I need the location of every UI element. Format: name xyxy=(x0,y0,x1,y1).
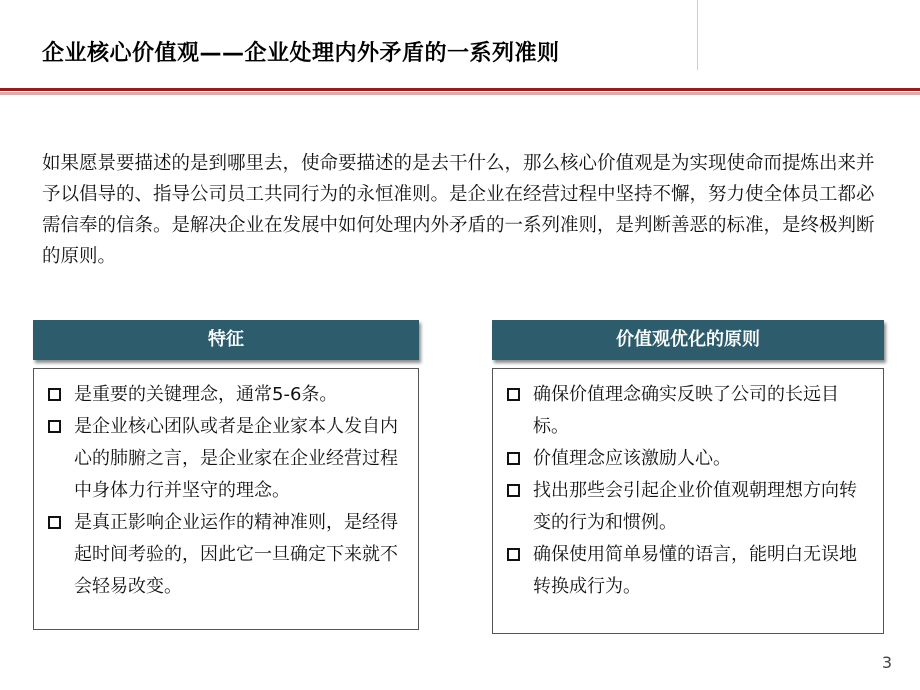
list-item: 是真正影响企业运作的精神准则，是经得起时间考验的，因此它一旦确定下来就不会轻易改变。 xyxy=(48,507,404,603)
square-bullet-icon xyxy=(48,420,61,433)
list-item: 是企业核心团队或者是企业家本人发自内心的肺腑之言，是企业家在企业经营过程中身体力行并坚守的理念。 xyxy=(48,411,404,507)
principles-panel-header: 价值观优化的原则 xyxy=(492,320,884,360)
list-item: 找出那些会引起企业价值观朝理想方向转变的行为和惯例。 xyxy=(507,475,869,539)
title-underline-shadow xyxy=(0,92,920,95)
slide-title: 企业核心价值观——企业处理内外矛盾的一系列准则 xyxy=(42,41,560,66)
square-bullet-icon xyxy=(507,548,520,561)
features-panel-header: 特征 xyxy=(33,320,419,360)
square-bullet-icon xyxy=(507,452,520,465)
square-bullet-icon xyxy=(48,388,61,401)
title-underline xyxy=(0,88,920,91)
list-item: 确保价值理念确实反映了公司的长远目标。 xyxy=(507,379,869,443)
list-item: 价值理念应该激励人心。 xyxy=(507,443,869,475)
features-panel xyxy=(33,368,419,630)
intro-paragraph: 如果愿景要描述的是到哪里去，使命要描述的是去干什么，那么核心价值观是为实现使命而提炼出来并予以倡导的、指导公司员工共同行为的永恒准则。是企业在经营过程中坚持不懈，努力使全体员工都必需信奉的信条。是解决企业在发展中如何处理内外矛盾的一系列准则，是判断善恶的标准，是终极判断的原则。 xyxy=(42,153,875,267)
square-bullet-icon xyxy=(48,516,61,529)
square-bullet-icon xyxy=(507,484,520,497)
page-number: 3 xyxy=(881,653,892,672)
list-item: 确保使用简单易懂的语言，能明白无误地转换成行为。 xyxy=(507,539,869,603)
list-item: 是重要的关键理念，通常5-6条。 xyxy=(48,379,404,411)
principles-panel xyxy=(492,368,884,634)
square-bullet-icon xyxy=(507,388,520,401)
